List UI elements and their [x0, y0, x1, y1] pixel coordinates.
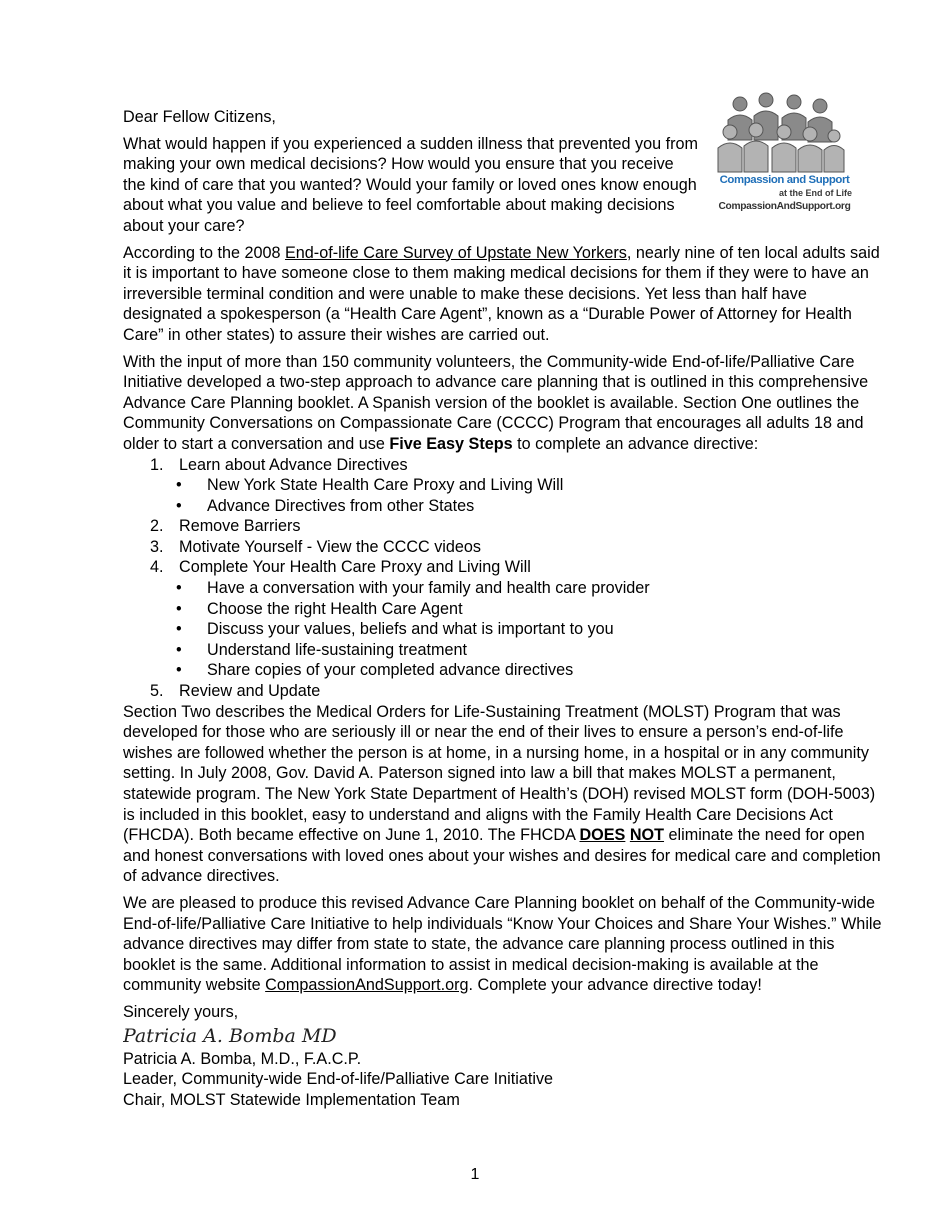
pleased-text-before: We are pleased to produce this revised Advance Care Planning booklet on behalf of the Community-wide End-of-life/Palliative Care Initiative to help individuals “Know Your Choices and Share Your Wishes.” While advance directives may differ from state to state, the advance care planning process outlined in this booklet is the same. Additional information to assist in medical decision-making is available at the community website	[123, 893, 882, 995]
signer-name: Patricia A. Bomba, M.D., F.A.C.P.	[123, 1049, 362, 1068]
step-item	[123, 516, 883, 537]
not-emphasis: NOT	[629, 826, 665, 845]
step-number: 5.	[150, 682, 164, 701]
survey-text-after: , nearly nine of ten local adults said it is important to have someone close to them making medical decisions for them if they were to have an irreversible terminal condition and were unable to make these decisions. Yet less than half have designated a spokesperson (a “Health Care Agent”, known as a “Durable Power of Attorney for Health Care” in other states) to assure their wishes are carried out.	[123, 243, 880, 344]
pleased-paragraph	[123, 893, 883, 996]
step-1-sublist	[123, 475, 883, 516]
survey-link[interactable]: End-of-life Care Survey of Upstate New Yorkers	[285, 243, 627, 262]
salutation: Dear Fellow Citizens,	[123, 108, 276, 126]
list-item: • Understand life-sustaining treatment	[123, 640, 883, 661]
section-two-text-before: Section Two describes the Medical Orders for Life-Sustaining Treatment (MOLST) Program that was developed for those who are seriously ill or near the end of their lives to ensure a person’s end-of-life wishes are followed whether the person is at home, in a nursing home, in a hospital or in any community setting. In July 2008, Gov. David A. Paterson signed into law a bill that makes MOLST a permanent, statewide program. The New York State Department of Health’s (DOH) revised MOLST form (DOH-5003) is included in this booklet, easy to understand and aligns with the Family Health Care Decisions Act (FHCDA). Both became effective on June 1, 2010. The FHCDA	[123, 702, 876, 845]
pleased-text-after: . Complete your advance directive today!	[468, 976, 762, 995]
step-number: 3.	[150, 537, 164, 556]
step-label: Remove Barriers	[179, 517, 301, 536]
does-emphasis: DOES	[579, 826, 626, 845]
step-item	[123, 455, 883, 476]
website-link[interactable]: CompassionAndSupport.org	[265, 976, 469, 995]
step-label: Complete Your Health Care Proxy and Living Will	[179, 558, 531, 577]
signature-drawing	[123, 1023, 353, 1047]
step-item	[123, 537, 883, 558]
page-number: 1	[470, 1166, 480, 1183]
list-item: • Share copies of your completed advance directives	[123, 660, 883, 681]
signer-role-leader: Leader, Community-wide End-of-life/Palliative Care Initiative	[123, 1070, 554, 1089]
step-number: 1.	[150, 455, 164, 474]
step-item	[123, 557, 883, 578]
list-item: • New York State Health Care Proxy and Living Will	[123, 475, 883, 496]
section-two-paragraph	[123, 702, 883, 887]
section-two-text-after: eliminate the need for open and honest conversations with loved ones about your wishes and desires for medical care and completion of advance directives.	[123, 826, 881, 886]
logo-url-text: CompassionAndSupport.org	[718, 201, 851, 212]
step-label: Motivate Yourself - View the CCCC videos	[179, 537, 482, 556]
input-paragraph	[123, 352, 883, 455]
survey-paragraph	[123, 243, 883, 346]
list-item: • Have a conversation with your family and health care provider	[123, 578, 883, 599]
input-text-before: With the input of more than 150 community volunteers, the Community-wide End-of-life/Palliative Care Initiative developed a two-step approach to advance care planning that is outlined in this comprehensive Advance Care Planning booklet. A Spanish version of the booklet is available. Section One outlines the Community Conversations on Compassionate Care (CCCC) Program that encourages all adults 18 and older to start a conversation and use	[123, 352, 869, 453]
list-item: • Discuss your values, beliefs and what is important to you	[123, 619, 883, 640]
logo-tagline-text: at the End of Life	[779, 188, 852, 198]
signature-text: Patricia A. Bomba MD	[123, 1024, 337, 1047]
step-label: Learn about Advance Directives	[179, 455, 408, 474]
step-4-sublist	[123, 578, 883, 681]
list-item: • Advance Directives from other States	[123, 496, 883, 517]
step-number: 4.	[150, 558, 164, 577]
five-steps-list-end	[123, 681, 883, 702]
list-item: • Choose the right Health Care Agent	[123, 599, 883, 620]
signer-role-chair: Chair, MOLST Statewide Implementation Team	[123, 1090, 460, 1109]
closing-block	[123, 1002, 883, 1110]
input-text-after: to complete an advance directive:	[512, 434, 759, 453]
five-steps-list-cont	[123, 516, 883, 578]
step-number: 2.	[150, 517, 164, 536]
sincerely-text: Sincerely yours,	[123, 1002, 239, 1021]
signature	[123, 1023, 883, 1047]
step-item	[123, 681, 883, 702]
letter-body	[123, 107, 883, 1110]
five-easy-steps: Five Easy Steps	[389, 434, 513, 453]
survey-text-before: According to the 2008	[123, 243, 285, 262]
five-steps-list	[123, 455, 883, 476]
intro-paragraph: What would happen if you experienced a sudden illness that prevented you from making your own medical decisions? How would you ensure that you receive the kind of care that you wanted? Would your family or loved ones know enough about what you value and believe to feel comfortable about making decisions about your care?	[123, 134, 699, 235]
logo-brand-text: Compassion and Support	[719, 174, 850, 186]
step-label: Review and Update	[179, 682, 321, 701]
